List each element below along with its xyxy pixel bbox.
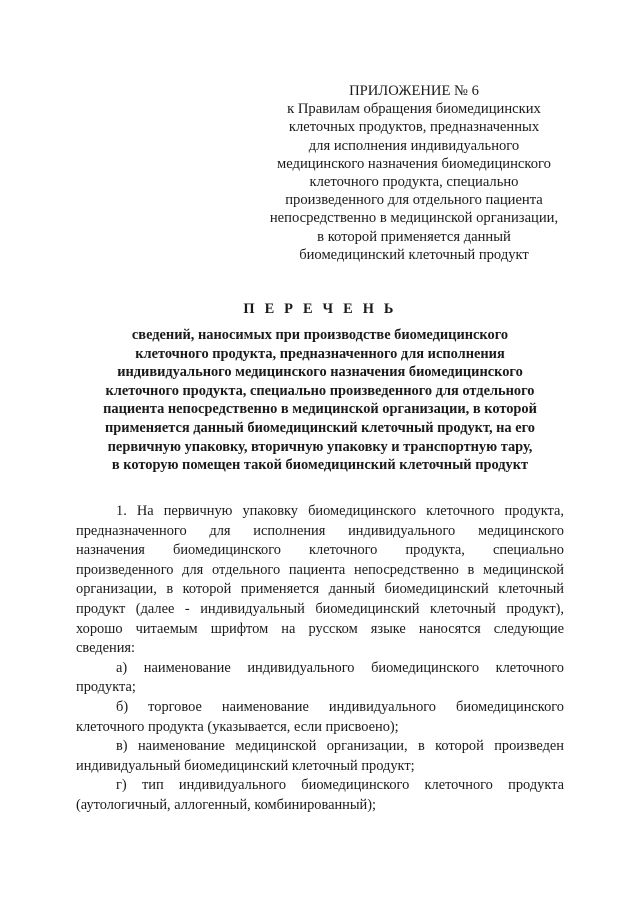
subtitle-line: индивидуального медицинского назначения биомедицинского <box>117 364 523 381</box>
subtitle-line: первичную упаковку, вторичную упаковку и транспортную тару, <box>107 438 533 455</box>
paragraph-line: 1. На первичную упаковку биомедицинского клеточного продукта, <box>116 503 564 519</box>
subtitle-line: в которую помещен такой биомедицинский клеточный продукт <box>111 457 529 474</box>
paragraph-line: хорошо читаемым шрифтом на русском языке наносятся следующие <box>76 620 564 637</box>
paragraph-line: сведения: <box>76 640 136 657</box>
paragraph-line: в) наименование медицинской организации, в которой произведен <box>116 738 564 755</box>
appendix-line: биомедицинский клеточный продукт <box>299 246 529 263</box>
paragraph-line: организации, в которой применяется данный биомедицинский клеточный <box>76 581 564 598</box>
appendix-line: для исполнения индивидуального <box>308 137 520 154</box>
subtitle-line: клеточного продукта, предназначенного для исполнения <box>135 345 505 362</box>
paragraph-line: клеточного продукта (указывается, если присвоено); <box>76 718 399 735</box>
paragraph-line: продукта; <box>76 679 136 696</box>
appendix-line: в которой применяется данный <box>317 228 511 245</box>
appendix-line: медицинского назначения биомедицинского <box>277 155 551 172</box>
paragraph-line: предназначенного для исполнения индивидуального медицинского <box>76 522 564 539</box>
subtitle-line: клеточного продукта, специально произведенного для отдельного <box>105 382 535 399</box>
paragraph-line: (аутологичный, аллогенный, комбинированный); <box>76 796 377 813</box>
list-item-b <box>76 698 564 737</box>
document-body <box>76 502 564 816</box>
document-subtitle <box>60 326 580 475</box>
appendix-line: произведенного для отдельного пациента <box>285 192 543 209</box>
subtitle-line: применяется данный биомедицинский клеточный продукт, на его <box>104 419 535 436</box>
appendix-line: клеточного продукта, специально <box>309 174 519 191</box>
subtitle-line: сведений, наносимых при производстве биомедицинского <box>131 327 509 343</box>
appendix-number: ПРИЛОЖЕНИЕ № 6 <box>349 83 479 99</box>
subtitle-line: пациента непосредственно в медицинской организации, в которой <box>103 401 537 418</box>
appendix-line: непосредственно в медицинской организации, <box>269 210 559 227</box>
paragraph-line: произведенного для отдельного пациента непосредственно в медицинской <box>76 561 564 578</box>
appendix-line: к Правилам обращения биомедицинских <box>287 101 541 118</box>
paragraph-line: б) торговое наименование индивидуального биомедицинского <box>116 698 564 715</box>
paragraph-line: а) наименование индивидуального биомедицинского клеточного <box>116 659 564 676</box>
list-item-v <box>76 737 564 776</box>
appendix-line: клеточных продуктов, предназначенных <box>288 119 540 136</box>
appendix-header <box>250 82 578 264</box>
list-item-g <box>76 776 564 815</box>
list-item-a <box>76 659 564 698</box>
paragraph-1 <box>76 502 564 659</box>
paragraph-line: продукт (далее - индивидуальный биомедицинский клеточный продукт), <box>76 600 564 617</box>
paragraph-line: г) тип индивидуального биомедицинского клеточного продукта <box>116 777 564 794</box>
paragraph-line: назначения биомедицинского клеточного продукта, специально <box>76 542 564 559</box>
document-title: П Е Р Е Ч Е Н Ь <box>243 301 397 317</box>
paragraph-line: индивидуальный биомедицинский клеточный продукт; <box>76 757 415 774</box>
